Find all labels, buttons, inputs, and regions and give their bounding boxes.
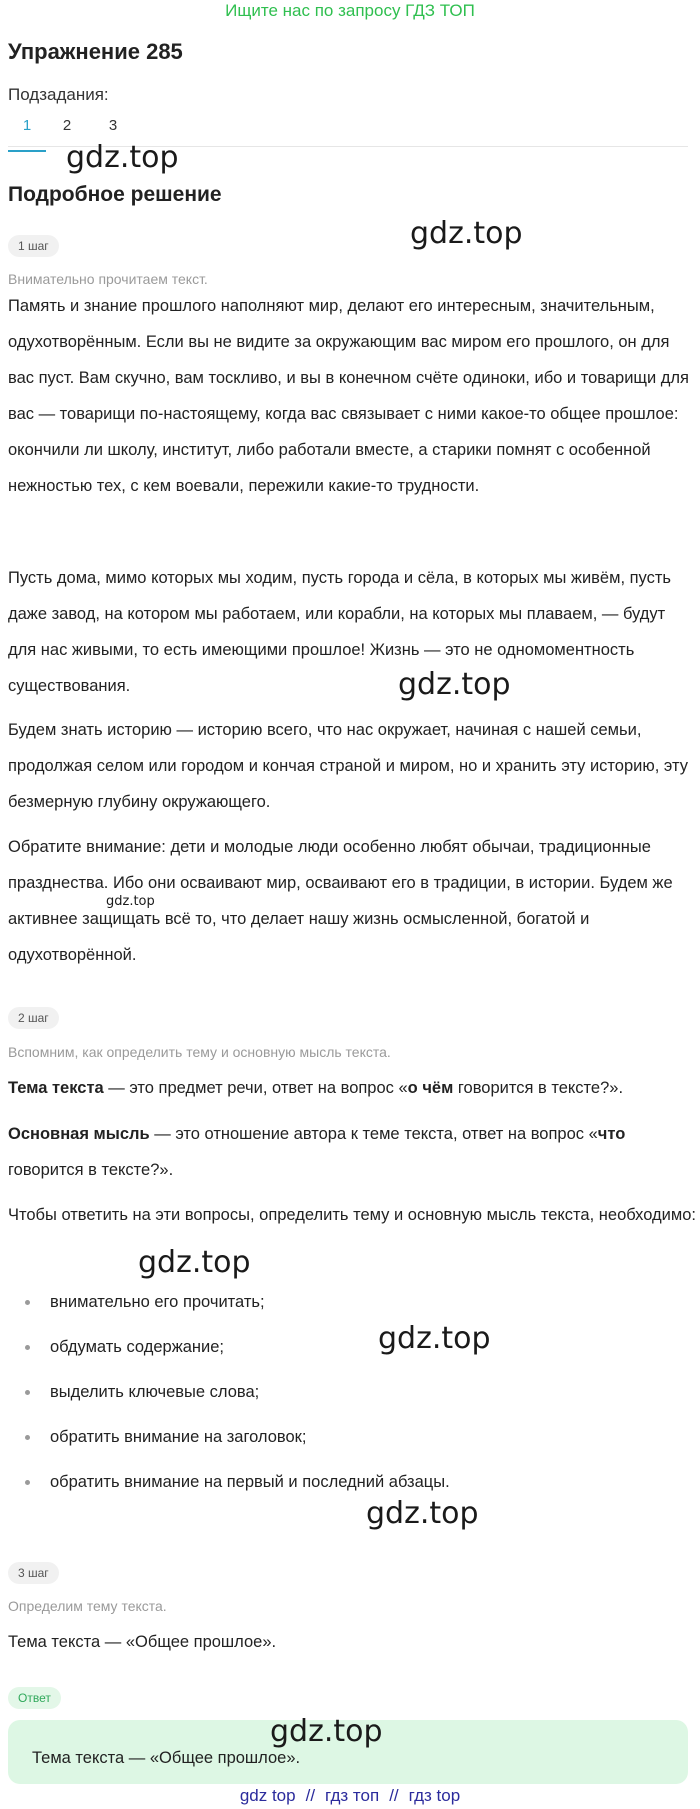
step-badge: 3 шаг [8,1562,59,1584]
text-paragraph-3: Будем знать историю — историю всего, что нас окружает, начиная с нашей семьи, продолжая селом или городом и кончая страной и миром, но и хранить эту историю, эту безмерную глубину окружающего. [8,721,688,811]
topic-question: о чём [407,1079,454,1097]
method-list [22,1285,662,1510]
footer-separator: // [305,1786,316,1805]
answer-badge: Ответ [8,1687,61,1709]
list-item [22,1375,662,1420]
list-item [22,1330,662,1375]
watermark: gdz.top [366,1496,479,1531]
watermark: gdz.top [66,140,179,175]
topic-def-part: — это предмет речи, ответ на вопрос « [103,1079,408,1097]
watermark: gdz.top [270,1714,383,1749]
bullet-icon [25,1390,30,1395]
active-tab-indicator [8,150,46,152]
footer-link[interactable]: gdz top [239,1786,296,1805]
promo-banner[interactable]: Ищите нас по запросу ГДЗ ТОП [225,1,475,20]
step-badge: 2 шаг [8,1007,59,1029]
footer-link[interactable]: гдз топ [325,1786,380,1805]
footer-links [0,1785,700,1807]
list-item-text: внимательно его прочитать; [50,1293,265,1311]
tab-subtask-2[interactable] [48,116,86,136]
step-badge: 1 шаг [8,235,59,257]
bullet-icon [25,1300,30,1305]
idea-def-part: говорится в тексте?». [8,1161,174,1179]
bullet-icon [25,1435,30,1440]
list-item-text: выделить ключевые слова; [50,1383,260,1401]
tab-label: 2 [62,117,72,134]
idea-definition [8,1116,696,1188]
page-title: Упражнение 285 [8,39,183,64]
bullet-icon [25,1480,30,1485]
idea-question: что [597,1125,626,1143]
tab-subtask-3[interactable] [94,116,132,136]
subtasks-label: Подзадания: [8,85,109,104]
bullet-icon [25,1345,30,1350]
watermark: gdz.top [410,216,523,251]
watermark: gdz.top [138,1245,251,1280]
topic-def-part: говорится в тексте?». [453,1079,624,1097]
watermark: gdz.top [398,667,511,702]
idea-def-part: — это отношение автора к теме текста, ответ на вопрос « [149,1125,598,1143]
solution-heading: Подробное решение [8,183,222,206]
watermark: gdz.top [106,894,155,909]
method-intro: Чтобы ответить на эти вопросы, определить тему и основную мысль текста, необходимо: [8,1206,696,1224]
tab-label: 3 [108,117,118,134]
step-hint: Определим тему текста. [8,1598,167,1614]
footer-link[interactable]: гдз top [408,1786,461,1805]
watermark: gdz.top [378,1321,491,1356]
text-paragraph-2: Пусть дома, мимо которых мы ходим, пусть города и сёла, в которых мы живём, пусть даже завод, на котором мы работаем, или корабли, на которых мы плаваем, — будут для нас живыми, то есть имеющими прошлое! Жизнь — это не одномоментность существования. [8,569,672,695]
step3-result: Тема текста — «Общее прошлое». [8,1633,277,1651]
tab-label: 1 [22,117,32,134]
footer-separator: // [389,1786,399,1805]
list-item [22,1465,662,1510]
answer-text: Тема текста — «Общее прошлое». [32,1749,301,1767]
topic-definition [8,1070,696,1106]
text-paragraph-4: Обратите внимание: дети и молодые люди особенно любят обычаи, традиционные празднества. Ибо они осваивают мир, осваивают его в традиции, в истории. Будем же активнее защищать всё то, что делает нашу жизнь осмысленной, богатой и одухотворённой. [8,838,673,964]
list-item [22,1420,662,1465]
tab-subtask-1[interactable] [8,116,46,136]
list-item-text: обратить внимание на заголовок; [50,1428,307,1446]
topic-term: Тема текста [8,1079,104,1097]
list-item-text: обдумать содержание; [50,1338,225,1356]
text-paragraph-1: Память и знание прошлого наполняют мир, делают его интересным, значительным, одухотворённым. Если вы не видите за окружающим вас миром его прошлого, он для вас пуст. Вам скучно, вам тоскливо, и вы в конечном счёте одиноки, ибо и товарищи для вас — товарищи по-настоящему, когда вас связывает с ними какое-то общее прошлое: окончили ли школу, институт, либо работали вместе, а старики помнят с особенной нежностью тех, с кем воевали, пережили какие-то трудности. [8,297,689,495]
list-item-text: обратить внимание на первый и последний абзацы. [50,1473,450,1491]
list-item [22,1285,662,1330]
idea-term: Основная мысль [8,1125,150,1143]
step-hint: Вспомним, как определить тему и основную мысль текста. [8,1044,391,1060]
step-hint: Внимательно прочитаем текст. [8,271,208,287]
